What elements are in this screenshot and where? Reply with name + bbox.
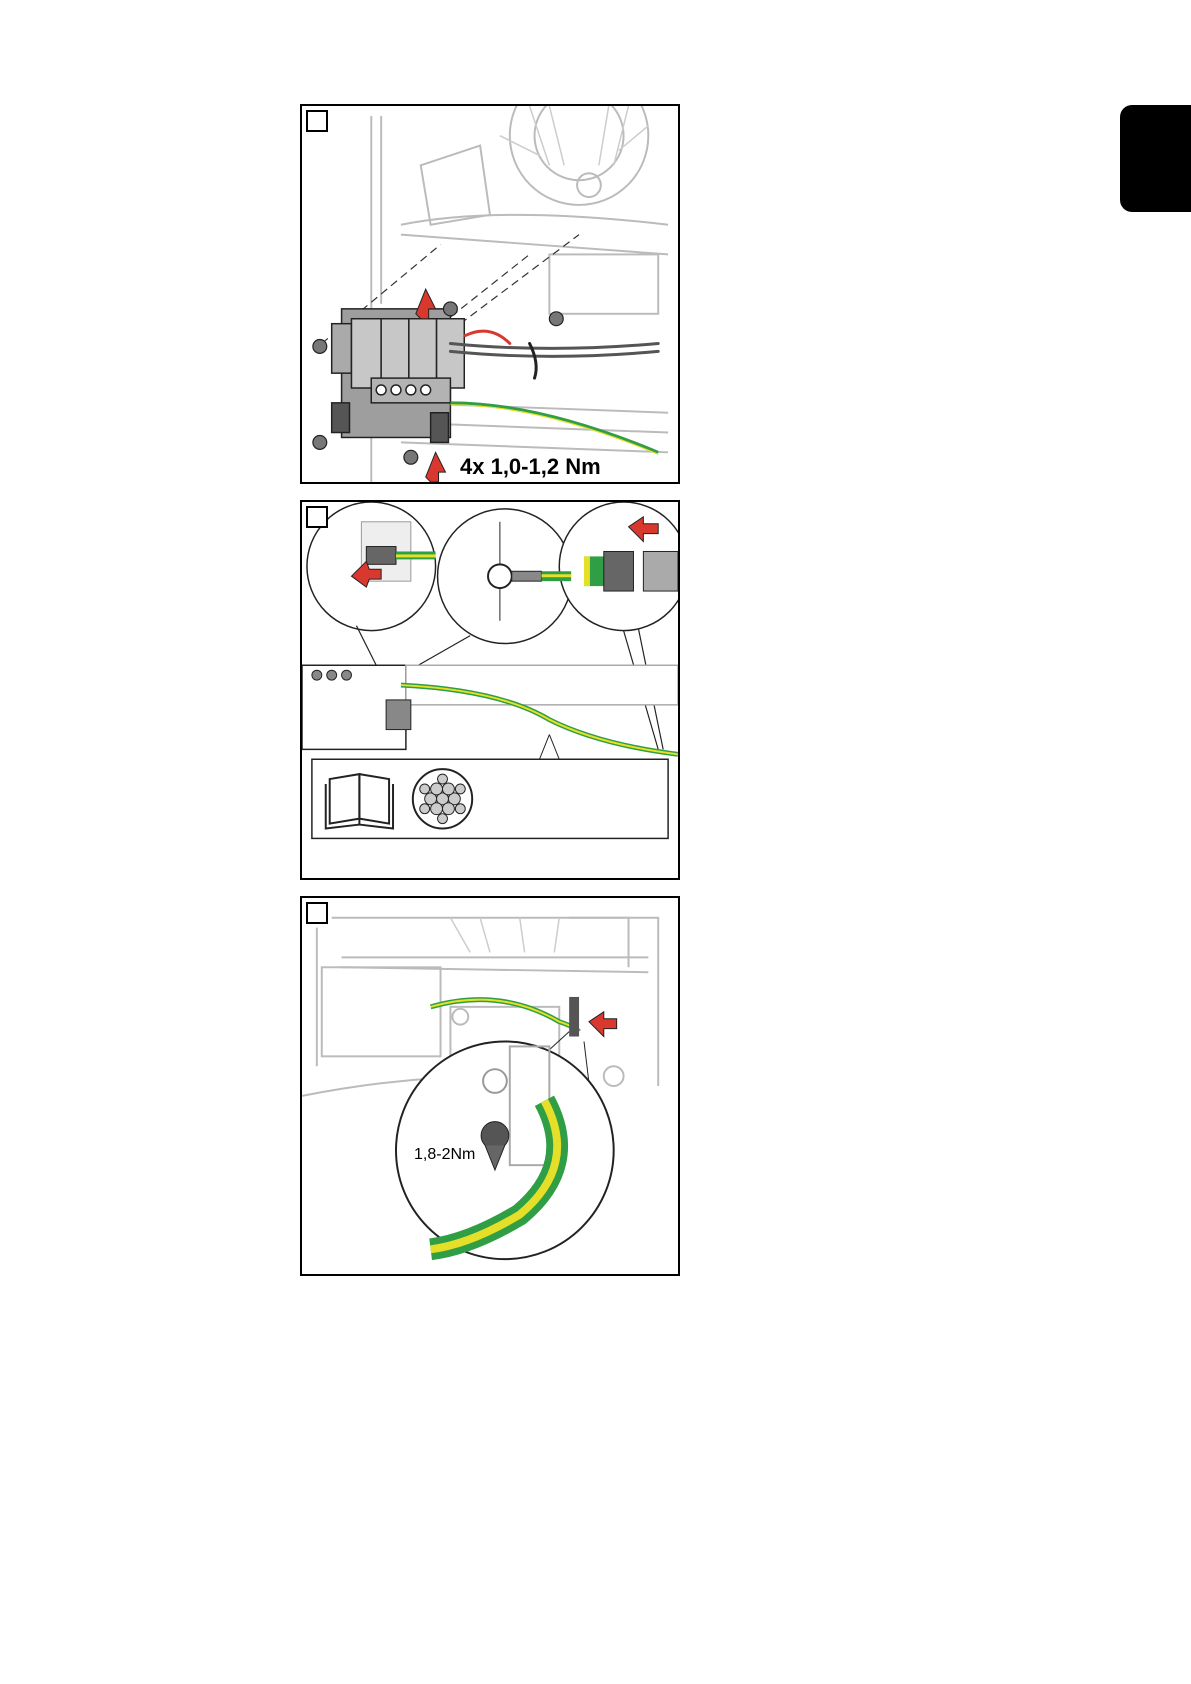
step-panel-1 [300,104,680,484]
step-checkbox[interactable] [306,902,328,924]
torque-label: 4x 1,0-1,2 Nm [460,454,601,479]
chapter-tab [1120,105,1191,212]
stranded-wire-icon [413,769,472,828]
torque-label: 1,8-2Nm [414,1146,476,1163]
step-checkbox[interactable] [306,110,328,132]
step-panel-3 [300,896,680,1276]
ground-cable-illustration [302,502,678,878]
ground-terminal-illustration [302,898,678,1274]
surge-protector-illustration [302,106,678,482]
step-panel-2 [300,500,680,880]
step-checkbox[interactable] [306,506,328,528]
